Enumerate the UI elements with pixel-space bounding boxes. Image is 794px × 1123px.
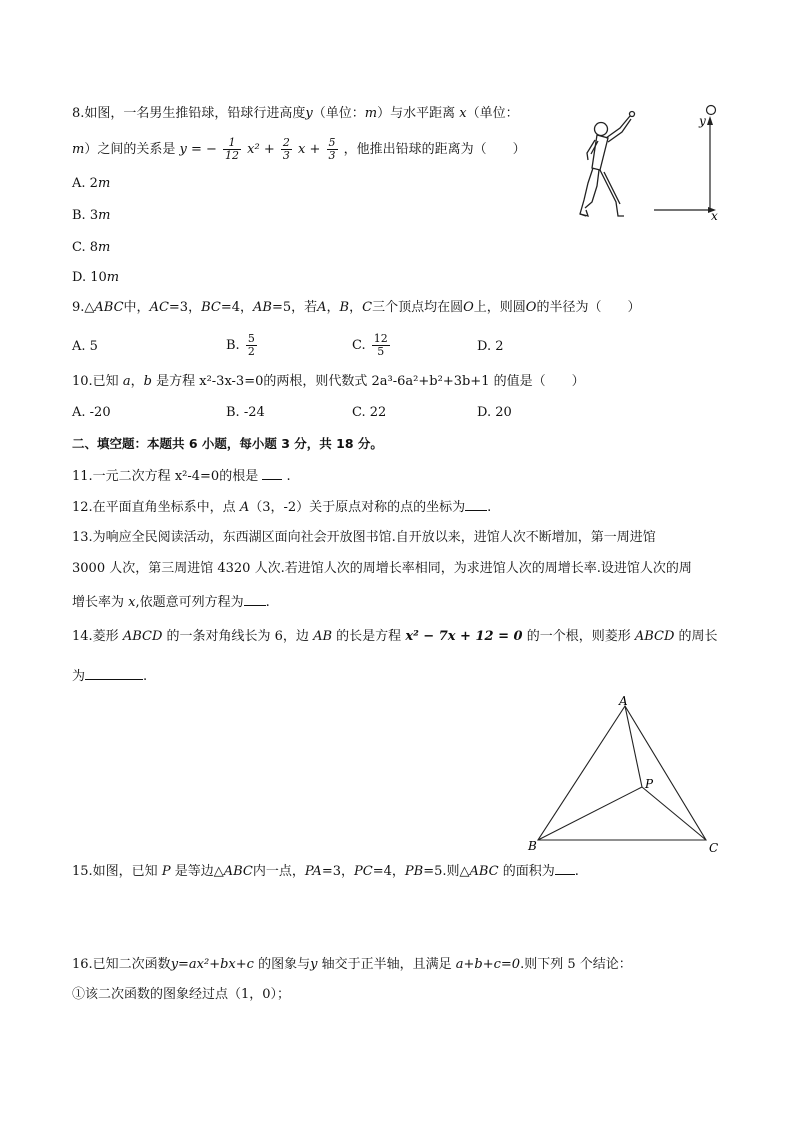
q8-option-d[interactable]: D. 10m [72,270,120,285]
q14-line2: 为 . [72,669,148,684]
q12-stem: 12.在平面直角坐标系中，点 A（3，-2）关于原点对称的点的坐标为 . [72,500,492,515]
axis-x-label: x [711,209,718,223]
q13-line3: 增长率为 x,依题意可列方程为 . [72,595,270,610]
fraction: $\frac{1}{12}$ [225,136,240,162]
answer-blank[interactable] [262,467,282,480]
fraction: $\frac{12}{5}$ [373,332,388,358]
q13-line2: 3000 人次，第三周进馆 4320 人次.若进馆人次的周增长率相同，为求进馆人次的周增长率.设进馆人次的周 [72,561,692,576]
q9-option-b[interactable]: B. $\frac{5}{2}$ [226,332,255,358]
q8-option-c[interactable]: C. 8m [72,240,111,255]
q9-option-a[interactable]: A. 5 [72,339,98,354]
q10-option-d[interactable]: D. 20 [477,405,512,420]
answer-blank[interactable] [85,667,143,680]
vertex-a-label: A [619,694,628,708]
answer-blank[interactable] [465,498,487,511]
q8-option-a[interactable]: A. 2m [72,176,111,191]
fraction: $\frac{5}{2}$ [247,332,255,358]
vertex-c-label: C [709,841,719,855]
answer-blank[interactable] [244,593,266,606]
q10-stem: 10.已知 a，b 是方程 x²-3x-3=0的两根，则代数式 2a³-6a²+b²+3b+1 的值是（ ） [72,374,585,389]
q11-stem: 11.一元二次方程 x²-4=0的根是 . [72,469,291,484]
q9-option-c[interactable]: C. $\frac{12}{5}$ [352,332,388,358]
q9-option-d[interactable]: D. 2 [477,339,504,354]
q8-option-b[interactable]: B. 3m [72,208,111,223]
triangle-figure [524,692,724,856]
q15-stem: 15.如图，已知 P 是等边△ABC内一点，PA=3，PC=4，PB=5.则△ABC 的面积为 . [72,864,579,879]
q13-line1: 13.为响应全民阅读活动，东西湖区面向社会开放图书馆.自开放以来，进馆人次不断增加，第一周进馆 [72,530,656,545]
q16-stem: 16.已知二次函数y=ax²+bx+c 的图象与y 轴交于正半轴，且满足 a+b+c=0.则下列 5 个结论： [72,957,632,972]
q10-option-b[interactable]: B. -24 [226,405,265,420]
q8-line2: m）之间的关系是 y = − $\frac{1}{12}$ x² + $\frac{2}{3}$ x + $\frac{5}{3}$ ，他推出铅球的距离为（ ） [72,136,526,162]
fraction: $\frac{2}{3}$ [282,136,290,162]
shot-putter-figure [570,98,730,226]
athlete-drawing [580,112,635,217]
axis-y-label: y [699,114,706,128]
vertex-b-label: B [528,839,537,853]
q9-stem: 9.△ABC中，AC=3，BC=4，AB=5，若A，B，C三个顶点均在圆O上，则圆O的半径为（ ） [72,300,641,315]
q16-item-1: ①该二次函数的图象经过点（1，0）； [72,987,291,1002]
q14-line1: 14.菱形 ABCD 的一条对角线长为 6，边 AB 的长是方程 x² − 7x + 12 = 0 的一个根，则菱形 ABCD 的周长 [72,629,718,644]
q8-line1: 8.如图，一名男生推铅球，铅球行进高度y（单位：m）与水平距离 x（单位： [72,106,519,121]
fraction: $\frac{5}{3}$ [328,136,336,162]
point-p-label: P [645,777,654,791]
section-heading: 二、填空题：本题共 6 小题，每小题 3 分，共 18 分。 [72,436,383,451]
q10-option-a[interactable]: A. -20 [72,405,111,420]
q10-option-c[interactable]: C. 22 [352,405,387,420]
q8-equation: y = − $\frac{1}{12}$ x² + $\frac{2}{3}$ x + $\frac{5}{3}$ [179,136,336,162]
shot-ball [707,106,716,115]
answer-blank[interactable] [555,862,575,875]
